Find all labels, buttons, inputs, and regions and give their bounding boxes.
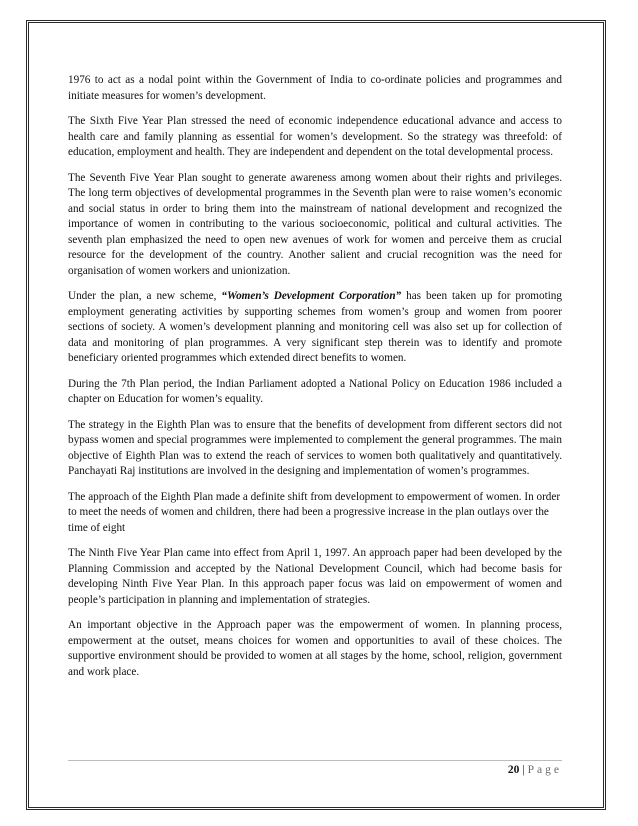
paragraph-2: The Sixth Five Year Plan stressed the need of economic independence educational advance and access to health care and family planning as essential for women’s development. So the strategy was threefold: of education, employment and health. They are independent and dependent on the total developmental process.	[68, 115, 562, 158]
paragraph-6: The strategy in the Eighth Plan was to ensure that the benefits of development from different sectors did not bypass women and special programmes were implemented to complement the general programmes. The main objective of Eighth Plan was to extend the reach of services to women both qualitatively and quantitatively. Panchayati Raj institutions are involved in the designing and implementation of women’s programmes.	[68, 418, 562, 477]
page-label: Page	[527, 764, 562, 776]
paragraph-8: The Ninth Five Year Plan came into effect from April 1, 1997. An approach paper had been developed by the Planning Commission and accepted by the National Development Council, which had become basis for developing Ninth Five Year Plan. In this approach paper focus was laid on empowerment of women and people’s participation in planning and implementation of strategies.	[68, 547, 562, 606]
document-body	[68, 73, 562, 680]
paragraph-4	[68, 289, 562, 367]
paragraph-4-lead: Under the plan, a new scheme,	[68, 290, 222, 302]
scheme-name-emphasis: “Women’s Development Corporation”	[221, 290, 402, 302]
paragraph-9: An important objective in the Approach paper was the empowerment of women. In planning process, empowerment at the outset, means choices for women and opportunities to avail of these choices. The supportive environment should be provided to women at all stages by the home, school, religion, government and work place.	[68, 619, 562, 678]
paragraph-7: The approach of the Eighth Plan made a definite shift from development to empowerment of women. In order to meet the needs of women and children, there had been a progressive increase in the plan outlays over the time of eight	[68, 490, 561, 534]
footer-divider	[68, 760, 562, 761]
paragraph-3: The Seventh Five Year Plan sought to generate awareness among women about their rights and privileges. The long term objectives of developmental programmes in the Seventh plan were to raise women’s economic and social status in order to bring them into the mainstream of national development and recognized the importance of women in contributing to the various socioeconomic, political and cultural activities. The seventh plan emphasized the need to open new avenues of work for women and perceive them as crucial resource for the development of the country. Another salient and crucial recognition was the need for organisation of women workers and unionization.	[68, 171, 562, 277]
paragraph-4-rest: has been taken up for promoting employment generating activities by supporting schemes from women’s group and women from poorer sections of society. A women’s development planning and monitoring cell was also set up for collection of data and monitoring of plan programmes. A very significant step therein was to identify and promote beneficiary oriented programmes which extended direct benefits to women.	[68, 290, 562, 364]
footer-separator: |	[522, 764, 525, 776]
page-number: 20	[507, 764, 520, 776]
page-footer	[68, 764, 562, 776]
paragraph-1: 1976 to act as a nodal point within the Government of India to co-ordinate policies and programmes and initiate measures for women’s development.	[68, 74, 562, 102]
paragraph-5: During the 7th Plan period, the Indian Parliament adopted a National Policy on Education 1986 included a chapter on Education for women’s equality.	[68, 377, 562, 405]
